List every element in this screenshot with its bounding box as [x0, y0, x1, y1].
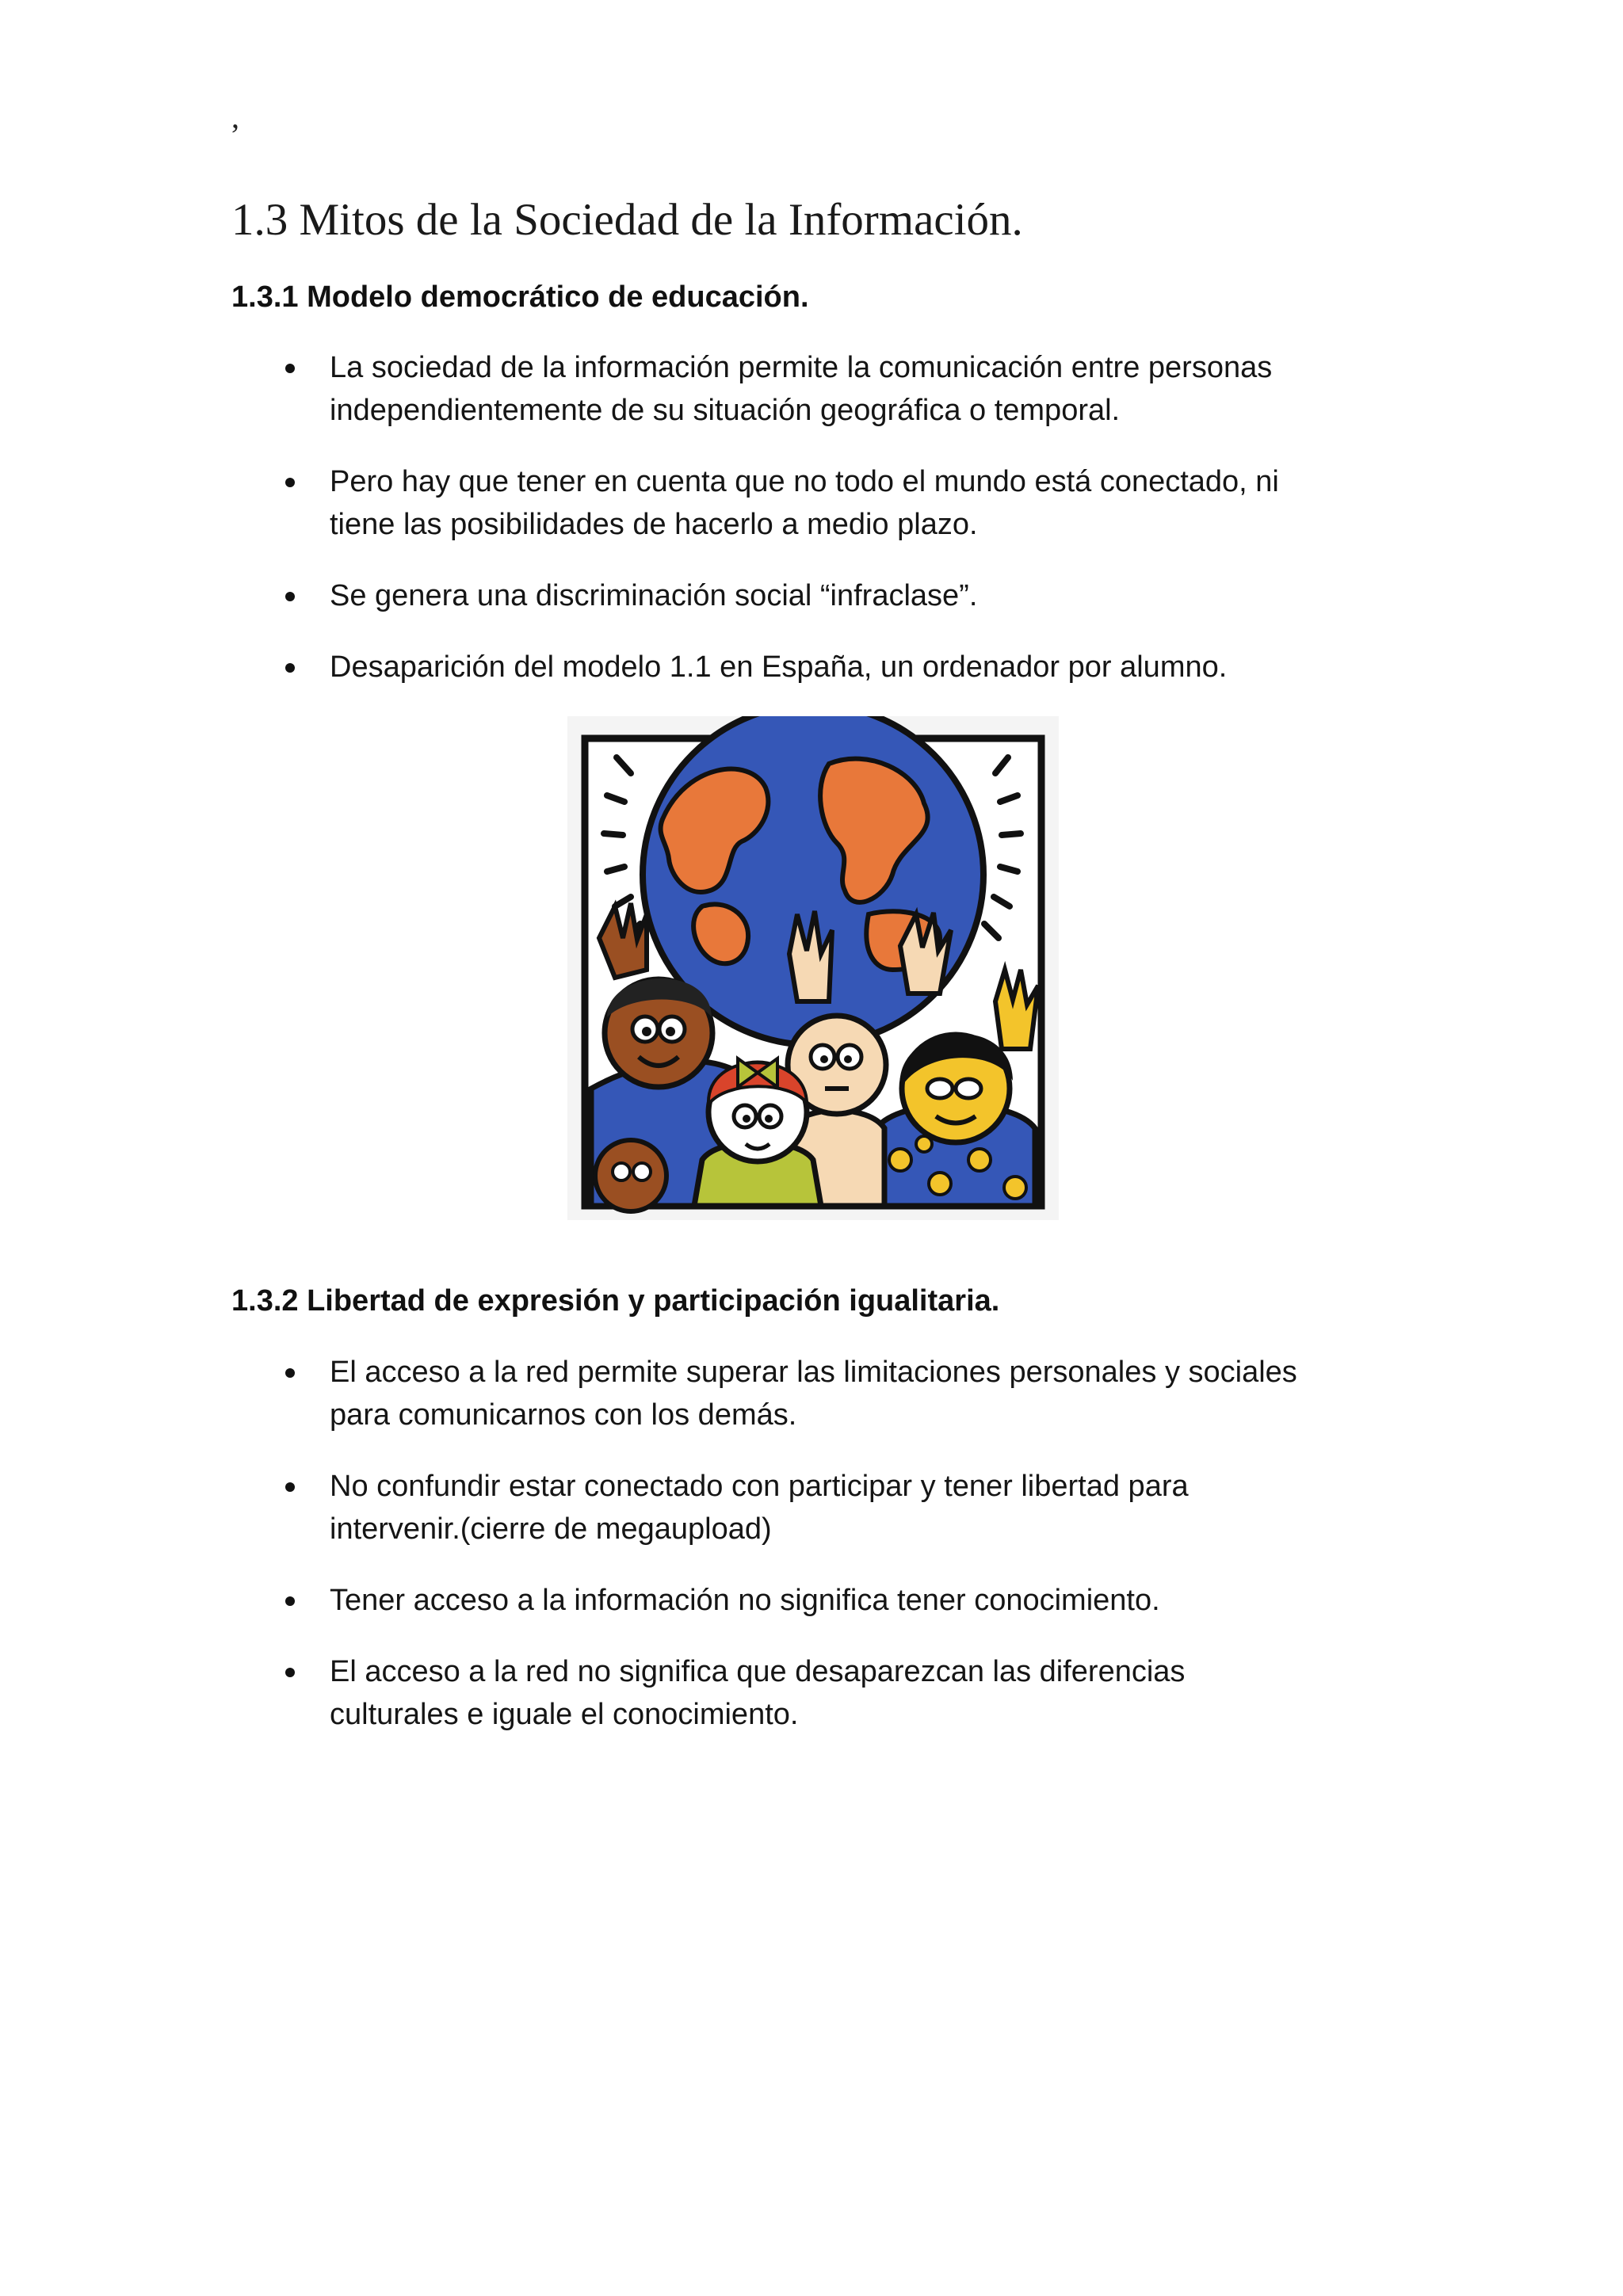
bullet-dot-icon — [285, 663, 295, 673]
bullet-dot-icon — [285, 478, 295, 487]
section-heading-1-3-2: 1.3.2 Libertad de expresión y participación igualitaria. — [231, 1284, 1000, 1318]
bullet-dot-icon — [285, 1368, 295, 1378]
list-item — [0, 1351, 1623, 1436]
page-title: 1.3 Mitos de la Sociedad de la Información. — [231, 195, 1023, 245]
list-item — [0, 1579, 1623, 1622]
list-item — [0, 1465, 1623, 1550]
bullet-text-line: Desaparición del modelo 1.1 en España, un ordenador por alumno. — [330, 650, 1228, 684]
bullet-dot-icon — [285, 592, 295, 601]
bullet-text-line: La sociedad de la información permite la comunicación entre personas — [330, 351, 1273, 384]
bullet-dot-icon — [285, 1482, 295, 1492]
bullet-text-line: culturales e iguale el conocimiento. — [330, 1698, 799, 1731]
bullet-list-freedom-of-expression — [0, 1351, 1623, 1764]
globe-with-children-illustration — [567, 716, 1059, 1220]
bullet-text-line: El acceso a la red permite superar las limitaciones personales y sociales — [330, 1356, 1297, 1389]
bullet-list-democratic-model — [0, 346, 1623, 688]
bullet-dot-icon — [285, 1668, 295, 1677]
bullet-text-line: Pero hay que tener en cuenta que no todo el mundo está conectado, ni — [330, 465, 1279, 498]
list-item — [0, 460, 1623, 546]
bullet-text-line: intervenir.(cierre de megaupload) — [330, 1512, 772, 1546]
bullet-text-line: El acceso a la red no significa que desaparezcan las diferencias — [330, 1655, 1186, 1688]
bullet-text-line: No confundir estar conectado con participar y tener libertad para — [330, 1470, 1189, 1503]
list-item — [0, 346, 1623, 432]
bullet-text-line: Se genera una discriminación social “infraclase”. — [330, 579, 978, 612]
bullet-dot-icon — [285, 1596, 295, 1606]
list-item — [0, 1650, 1623, 1736]
section-heading-1-3-1: 1.3.1 Modelo democrático de educación. — [231, 280, 809, 314]
list-item — [0, 646, 1623, 688]
bullet-text-line: tiene las posibilidades de hacerlo a medio plazo. — [330, 508, 978, 541]
bullet-dot-icon — [285, 364, 295, 373]
bullet-text-line: para comunicarnos con los demás. — [330, 1398, 797, 1432]
bullet-text-line: Tener acceso a la información no significa tener conocimiento. — [330, 1584, 1160, 1617]
bullet-text-line: independientemente de su situación geográfica o temporal. — [330, 394, 1121, 427]
list-item — [0, 574, 1623, 617]
stray-comma: , — [231, 99, 239, 135]
